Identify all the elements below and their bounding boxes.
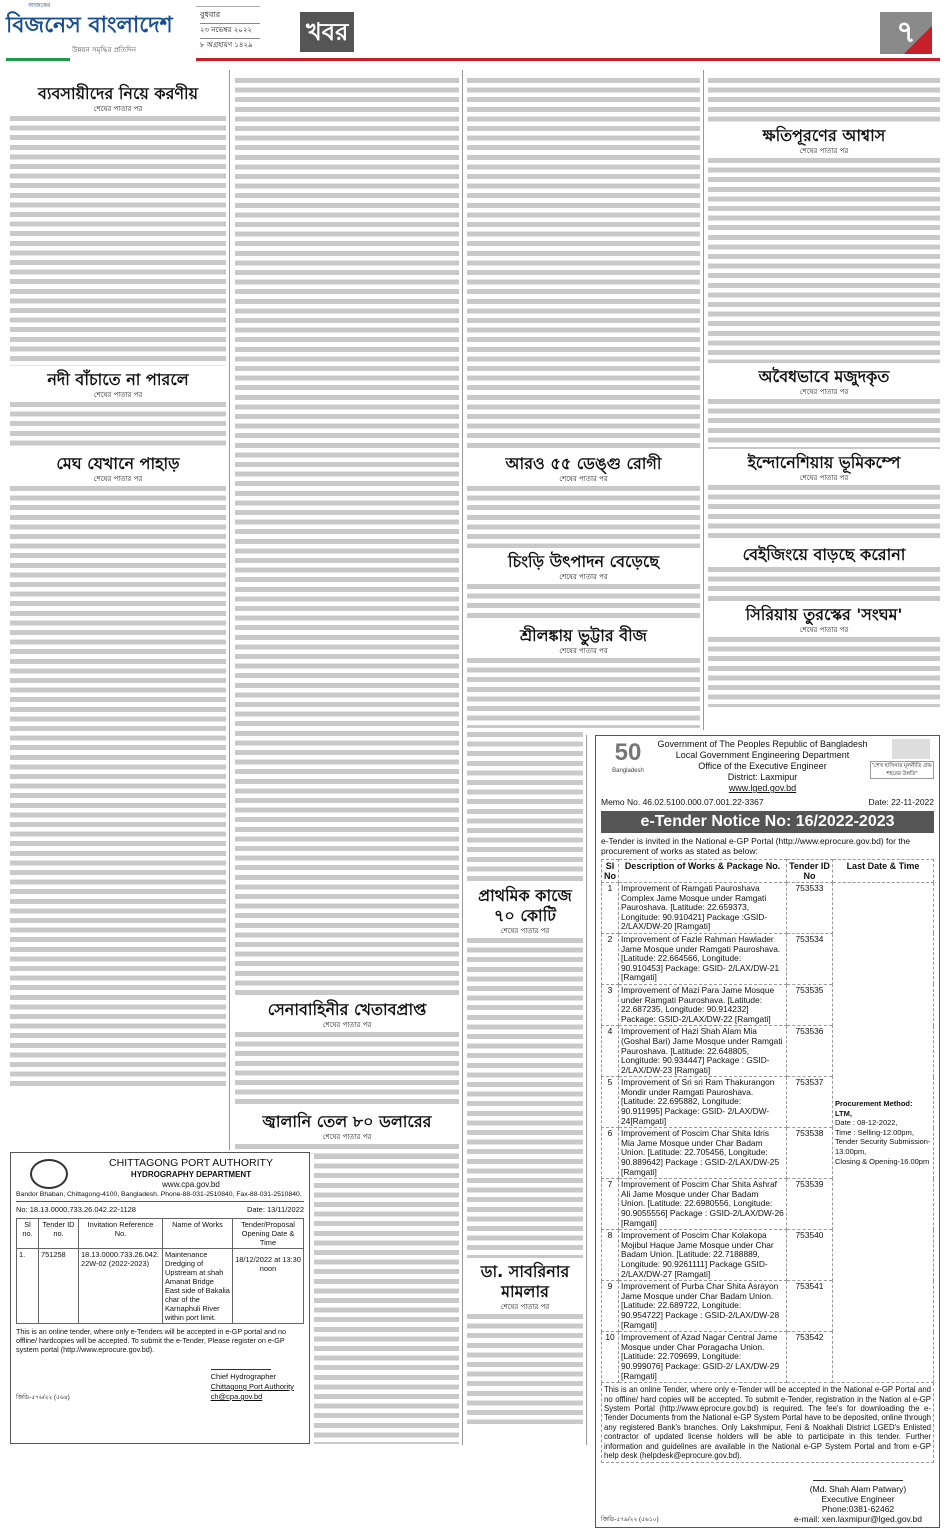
tender-id-cell: 753536: [787, 1026, 833, 1077]
cpa-dept: HYDROGRAPHY DEPARTMENT: [130, 1170, 252, 1179]
article-body: [10, 486, 226, 1086]
article-body: [235, 78, 459, 996]
lged-memo: Memo No. 46.02.5100.000.07.001.22-3367: [601, 797, 764, 807]
tender-id-cell: 753541: [787, 1281, 833, 1332]
ad-code: জিডি-৫৭৬/২২ (৫৬৪): [16, 1395, 70, 1401]
headline[interactable]: চিংড়ি উৎপাদন বেড়েছে: [507, 552, 660, 571]
headline[interactable]: শ্রীলঙ্কায় ভুট্টার বীজ: [519, 626, 648, 645]
tender-id-cell: 753539: [787, 1179, 833, 1230]
cpa-email-link[interactable]: ch@cpa.gov.bd: [210, 1392, 263, 1401]
lged-intro: e-Tender is invited in the National e-GP Portal (http://www.eprocure.gov.bd) for the procurement of works as stated as below:: [601, 836, 911, 856]
article-body: [10, 402, 226, 450]
red-rule: [196, 58, 940, 61]
headline[interactable]: ডা. সাবরিনার: [480, 1262, 570, 1281]
cpa-title: CHITTAGONG PORT AUTHORITY: [109, 1157, 273, 1169]
article-body: [708, 485, 940, 541]
tender-id-cell: 753537: [787, 1077, 833, 1128]
lged-date: Date: 22-11-2022: [868, 797, 934, 807]
lged-note: This is an online Tender, where only e-Tender will be accepted in the National e-GP Portal and no offline/ hard copies will be accepted. To submit e-Tender, registration in the Nation al e-GP System Portal (http://www.eprocure.gov.bd) is required. The fee's for downloading the e-Tender Documents from the National e-GP System Portal have to be deposited, online through any registered Bank's branches. Only Lakshmipur, Feni & Noakhali District LGED's Enlisted contractor of updated license holders will be able to participate in this tender. Further information and guidelines are available in the National e-GP System Portal and from e-GP help desk (helpdesk@eprocure.gov.bd).: [601, 1383, 934, 1463]
headline[interactable]: মামলার: [501, 1282, 549, 1301]
th: Last Date & Time: [833, 860, 934, 883]
newspaper-logo: বিজনেস বাংলাদেশ: [6, 13, 173, 38]
cell: 18.13.0000.733.26.042.22W-02 (2022-2023): [79, 1249, 163, 1324]
tender-id-cell: 753538: [787, 1128, 833, 1179]
description-cell: Improvement of Hazi Shah Alam Mia (Goshal Bari) Jame Mosque under Ramgati Pauroshava. [Latitude: 22.648805, Longitude: 90.934447] Package : GSID-2/LAX/DW-23 [Ramgati]: [619, 1026, 787, 1077]
description-cell: Improvement of Fazle Rahman Hawlader Jame Mosque under Ramgati Pauroshava. [Latitude: 22.664566, Longitude: 90.910453] Package: GSID- 2/LAX/DW-21 [Ramgati]: [619, 933, 787, 984]
sl-cell: 7: [602, 1179, 619, 1230]
cpa-web: www.cpa.gov.bd: [162, 1180, 220, 1189]
article-body: [467, 732, 583, 882]
headline[interactable]: সেনাবাহিনীর খেতাবপ্রাপ্ত: [267, 1000, 427, 1019]
th: Tender ID no.: [39, 1219, 79, 1249]
article-body: [467, 1314, 583, 1424]
cpa-tender-ad: [10, 1152, 310, 1444]
article-body: [708, 399, 940, 449]
cpa-tender-table: [16, 1218, 304, 1324]
cpa-org: Chittagong Port Authority: [210, 1382, 294, 1391]
th: Name of Works: [163, 1219, 233, 1249]
sl-cell: 1: [602, 883, 619, 934]
th: Description of Works & Package No.: [619, 860, 787, 883]
article-body: [467, 78, 700, 450]
cpa-date: Date: 13/11/2022: [247, 1205, 304, 1214]
last-date-cell: [833, 883, 934, 1383]
headline[interactable]: প্রাথমিক কাজে: [478, 886, 572, 905]
cpa-address: Bandor Bhaban, Chittagong-4100, Bangladesh. Phone-88-031-2510840, Fax-88-031-2510840.: [16, 1190, 304, 1202]
lged-tender-table: [601, 859, 934, 1383]
continued-label: শেষের পাতার পর: [799, 388, 849, 396]
lged-gov: Government of The Peoples Republic of Bangladesh: [657, 739, 868, 749]
headline[interactable]: ক্ষতিপূরণের আশ্বাস: [762, 126, 886, 145]
lged-signer: (Md. Shah Alam Patwary): [809, 1484, 907, 1495]
issue-day: বুধবার: [200, 10, 221, 19]
description-cell: Improvement of Poscim Char Shita Ashraf Ali Jame Mosque under Char Badam Union. [Latitude: 22.6980556, Longitude: 90.9055556] Package : GSID-2/LAX/DW-26 [Ramgati]: [619, 1179, 787, 1230]
description-cell: Improvement of Sri sri Ram Thakurangon Mondir under Ramgati Pauroshava. [Latitude: 22.695882, Longitude: 90.911995] Package: GSID- 2/LAX/DW-24[Ramgati]: [619, 1077, 787, 1128]
table-row: [17, 1249, 304, 1324]
sl-cell: 2: [602, 933, 619, 984]
tender-id-cell: 753535: [787, 984, 833, 1025]
headline[interactable]: বেইজিংয়ে বাড়ছে করোনা: [742, 545, 906, 564]
masthead: [0, 0, 945, 64]
sl-cell: 10: [602, 1332, 619, 1383]
sl-cell: 3: [602, 984, 619, 1025]
cell: 18/12/2022 at 13:30 noon: [233, 1249, 304, 1324]
continued-label: শেষের পাতার পর: [799, 147, 849, 155]
article-body: [708, 78, 940, 122]
continued-label: শেষের পাতার পর: [559, 475, 608, 483]
headline[interactable]: ইন্দোনেশিয়ায় ভূমিকম্পে: [747, 453, 901, 472]
lged-district: District: Laxmipur: [727, 772, 798, 782]
section-title: খবর: [300, 12, 354, 52]
lged-web-link[interactable]: www.lged.gov.bd: [728, 783, 797, 793]
continued-label: শেষের পাতার পর: [93, 475, 143, 483]
article-body: [467, 486, 700, 548]
cpa-note: This is an online tender, where only e-Tenders will be accepted in e-GP portal and no offline/ hardcopies will be accepted. To submit the e-Tender, Please register on e-GP system portal (http://www.eprocure.gov.bd).: [16, 1327, 286, 1354]
article-body: [467, 584, 700, 622]
headline[interactable]: ৭০ কোটি: [494, 906, 556, 925]
page-number: ৭: [880, 12, 932, 54]
sl-cell: 9: [602, 1281, 619, 1332]
description-cell: Improvement of Purba Char Shita Asrayon Jame Mosque under Char Badam Union. [Latitude: 22.689722, Longitude: 90.954722] Package : GSID-2/LAX/DW-28 [Ramgati]: [619, 1281, 787, 1332]
headline[interactable]: সিরিয়ায় তুরস্কের 'সংঘম': [745, 605, 903, 624]
article-body: [467, 938, 583, 1258]
lged-office: Office of the Executive Engineer: [698, 761, 827, 771]
description-cell: Improvement of Poscim Char Shita Idris Mia Jame Mosque under Char Badam Union. [Latitude: 22.705456, Longitude: 90.889642] Package : GSID-2/LAX/DW-25 [Ramgati]: [619, 1128, 787, 1179]
description-cell: Improvement of Azad Nagar Central Jame Mosque under Char Poragacha Union. [Latitude: 22.709699, Longitude: 90.999076] Package: GSID-2/ LAX/DW-29 [Ramgati]: [619, 1332, 787, 1383]
article-body: [314, 1154, 459, 1444]
sl-cell: 4: [602, 1026, 619, 1077]
tender-id-cell: 753542: [787, 1332, 833, 1383]
lged-email[interactable]: e-mail: xen.laxmipur@lged.gov.bd: [793, 1514, 922, 1525]
description-cell: Improvement of Poscim Char Kolakopa Mojibul Haque Jame Mosque under Char Badam Union. [Latitude: 22.7188889, Longitude: 90.9261111] Package GSID-2/LAX/DW-27 [Ramgati]: [619, 1230, 787, 1281]
th: Sl no.: [17, 1219, 39, 1249]
th: Sl No: [602, 860, 619, 883]
tender-id-cell: 753540: [787, 1230, 833, 1281]
column-4: [708, 78, 940, 707]
headline[interactable]: অবৈধভাবে মজুদকৃত: [758, 367, 890, 386]
headline[interactable]: নদী বাঁচাতে না পারলে: [47, 370, 189, 389]
lged-phone: Phone:0381-62462: [821, 1504, 895, 1515]
description-cell: Improvement of Ramgati Pauroshava Complex Jame Mosque under Ramgati Pauroshava. [Latitude: 22.659373, Longitude: 90.910421] Package :GSID-2/LAX/DW-20 [Ramgati]: [619, 883, 787, 934]
headline[interactable]: আরও ৫৫ ডেঙ্গু রোগী: [505, 454, 662, 473]
article-body: [235, 1032, 459, 1108]
sl-cell: 8: [602, 1230, 619, 1281]
green-rule: [6, 58, 70, 61]
th: Tender/Proposal Opening Date & Time: [233, 1219, 304, 1249]
cpa-memo: No: 18.13.0000.733.26.042.22-1128: [16, 1205, 136, 1214]
continued-label: শেষের পাতার পর: [93, 391, 143, 399]
portrait-image: [892, 739, 930, 759]
headline[interactable]: জ্বালানি তেল ৮০ ডলারের: [262, 1112, 432, 1131]
continued-label: শেষের পাতার পর: [799, 474, 849, 482]
last-date-method: Procurement Method: LTM,: [835, 1098, 913, 1118]
headline[interactable]: মেঘ যেখানে পাহাড়: [56, 454, 180, 473]
ad-code: জিডি-৫৭৯/২২ (৫৬১০): [601, 1517, 659, 1524]
lged-tender-ad: [595, 735, 940, 1528]
slogan: "শেখ হাসিনার মূলনীতি গ্রাম শহরের উন্নতি": [870, 761, 934, 779]
lged-title: Executive Engineer: [821, 1494, 895, 1505]
column-1: [10, 80, 226, 1086]
table-row: [602, 883, 934, 934]
th: Invitation Reference No.: [79, 1219, 163, 1249]
last-date-closing: Closing & Opening-16.00pm: [835, 1156, 930, 1166]
cell: Maintenance Dredging of Upstream at shah Amanat Bridge East side of Bakalia char of the Karnaphuli River within port limit.: [163, 1249, 233, 1324]
tender-id-cell: 753533: [787, 883, 833, 934]
cell: 751258: [39, 1249, 79, 1324]
logo-text: Bangladesh: [612, 768, 644, 774]
last-date-date: Date : 08-12-2022,: [835, 1118, 898, 1128]
issue-date-bangla: ৮ অগ্রহায়ণ ১৪২৯: [200, 41, 253, 49]
tender-id-cell: 753534: [787, 933, 833, 984]
headline[interactable]: ব্যবসায়ীদের নিয়ে করণীয়: [37, 84, 199, 103]
cpa-logo: [30, 1159, 68, 1189]
signature: [211, 1358, 271, 1370]
last-date-time: Time : Selling-12.00pm,: [835, 1127, 914, 1137]
lged-dept: Local Government Engineering Department: [675, 750, 850, 760]
masthead-kicker: আজকের: [28, 2, 51, 9]
article-body: [708, 567, 940, 601]
last-date-security: Tender Security Submission-13.00pm,: [835, 1137, 931, 1156]
article-body: [708, 637, 940, 707]
description-cell: Improvement of Mazi Para Jame Mosque under Ramgati Pauroshava. [Latitude: 22.687235, Longitude: 90.914232] Package: GSID-2/LAX/DW-22 [Ramgati]: [619, 984, 787, 1025]
sl-cell: 5: [602, 1077, 619, 1128]
issue-date: ২৩ নভেম্বর ২০২২: [200, 26, 252, 34]
signature: [813, 1467, 903, 1481]
continued-label: শেষের পাতার পর: [559, 573, 608, 581]
article-body: [10, 116, 226, 366]
cpa-signer: Chief Hydrographer: [210, 1372, 277, 1381]
article-body: [467, 658, 700, 728]
article-body: [708, 158, 940, 363]
sl-cell: 6: [602, 1128, 619, 1179]
continued-label: শেষের পাতার পর: [322, 1021, 372, 1029]
tagline: উন্নয়ন সমৃদ্ধির প্রতিদিন: [72, 46, 137, 54]
cell: 1.: [17, 1249, 39, 1324]
continued-label: শেষের পাতার পর: [500, 927, 550, 935]
continued-label: শেষের পাতার পর: [500, 1303, 550, 1311]
notice-title: e-Tender Notice No: 16/2022-2023: [601, 811, 934, 833]
bangladesh-50-logo: 50 Bangladesh: [601, 739, 655, 775]
continued-label: শেষের পাতার পর: [559, 647, 608, 655]
continued-label: শেষের পাতার পর: [799, 626, 849, 634]
th: Tender ID No: [787, 860, 833, 883]
continued-label: শেষের পাতার পর: [322, 1133, 372, 1141]
continued-label: শেষের পাতার পর: [93, 105, 143, 113]
